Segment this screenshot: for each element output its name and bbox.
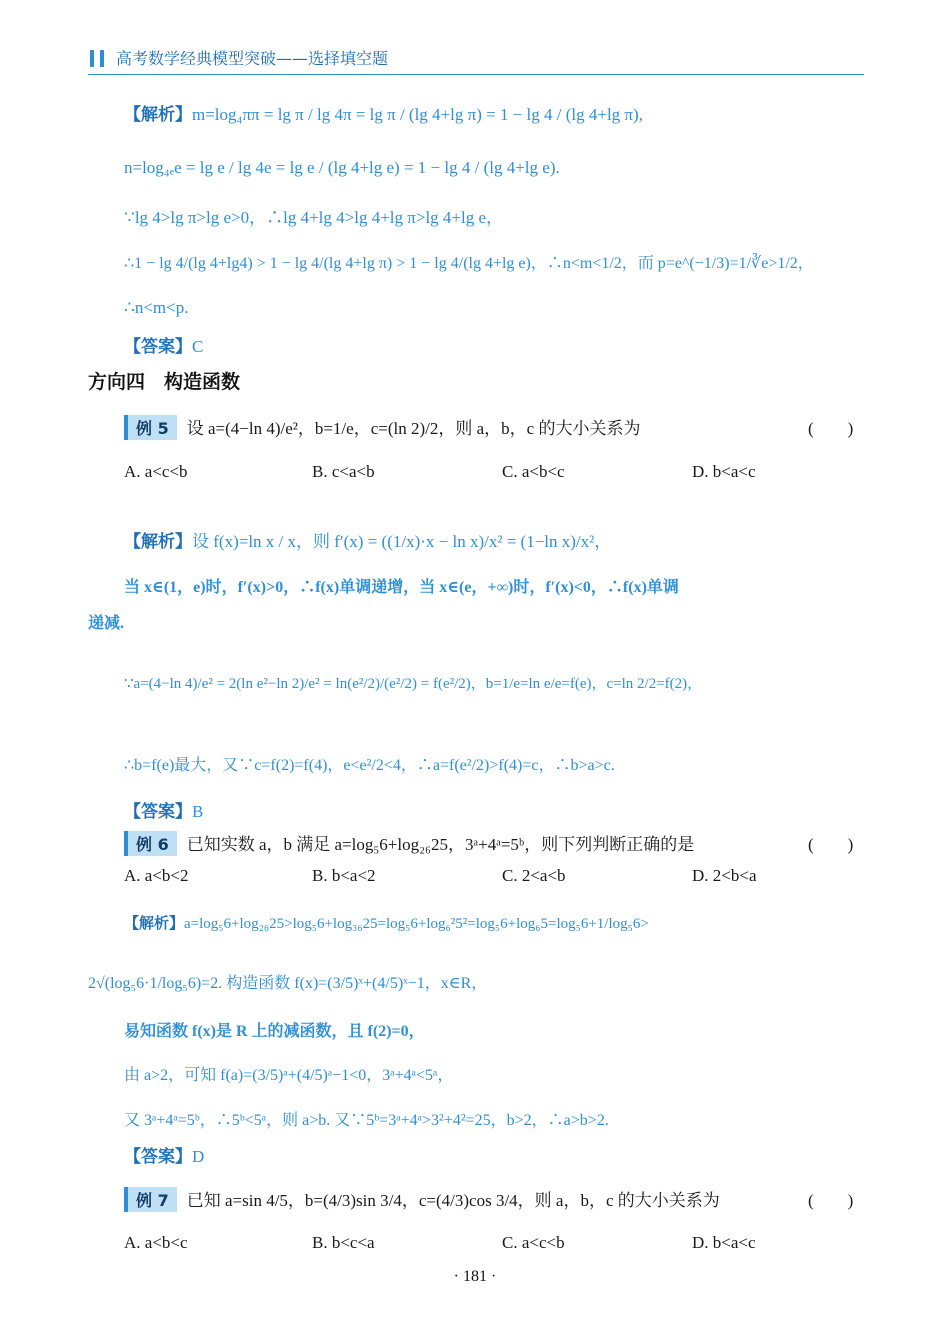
ex6-stem-line [124,830,694,856]
ex7-option-a[interactable]: A. a<b<c [124,1233,188,1252]
ex6-paren: ( ) [808,835,854,854]
ex6-option-c[interactable]: C. 2<a<b [502,866,566,885]
header-mark-2 [100,50,104,67]
sol4-line3: ∵lg 4>lg π>lg e>0，∴lg 4+lg 4>lg 4+lg π>lg 4+lg e， [124,208,504,227]
ex6-sol-line4: 由 a>2，可知 f(a)=(3/5)ᵃ+(4/5)ᵃ−1<0，3ᵃ+4ᵃ<5ᵃ， [124,1067,454,1084]
ex5-sol-line4: ∵a=(4−ln 4)/e² = 2(ln e²−ln 2)/e² = ln(e²/2)/(e²/2) = f(e²/2)，b=1/e=ln e/e=f(e)，c=ln 2/2=f(2)， [124,676,703,692]
page-number: · 181 · [453,1268,497,1285]
ex7-stem: 已知 a=sin 4/5，b=(4/3)sin 3/4，c=(4/3)cos 3/4，则 a，b，c 的大小关系为 [186,1191,720,1210]
ex5-stem: 设 a=(4−ln 4)/e²，b=1/e，c=(ln 2)/2，则 a，b，c 的大小关系为 [186,419,641,438]
ex5-badge: 例 5 [124,415,177,440]
ex5-option-d[interactable]: D. b<a<c [692,462,756,481]
ex6-badge: 例 6 [124,831,177,856]
sol4-line4: ∴1 − lg 4/(lg 4+lg4) > 1 − lg 4/(lg 4+lg π) > 1 − lg 4/(lg 4+lg e)，∴n<m<1/2，而 p=e^(−1/3)=1/∛e>1/2， [124,255,814,272]
sol4-answer [124,332,203,357]
ex6-sol-line5: 又 3ᵃ+4ᵃ=5ᵇ，∴5ᵇ<5ᵃ，则 a>b. 又∵5ᵇ=3ᵃ+4ᵃ>3²+4²=25，b>2，∴a>b>2. [124,1112,609,1129]
ex5-sol-line1 [124,527,611,552]
ex7-badge: 例 7 [124,1187,177,1212]
ex6-sol-line2: 2√(log₅6·1/log₅6)=2. 构造函数 f(x)=(3/5)ˣ+(4/5)ˣ−1，x∈R， [88,975,488,992]
ex6-sol-line1 [124,912,649,933]
ex5-option-b[interactable]: B. c<a<b [312,462,375,481]
sol4-ans: C [192,337,204,356]
ex6-sol-text1: a=log₅6+log₂₆25>log₅6+log₃₆25=log₅6+log₆²5²=log₅6+log₆5=log₅6+1/log₅6> [184,916,649,932]
sol4-text1: m=log₄ππ = lg π / lg 4π = lg π / (lg 4+lg π) = 1 − lg 4 / (lg 4+lg π), [192,105,643,124]
ex7-stem-line [124,1186,720,1212]
ex7-paren: ( ) [808,1191,854,1210]
header-mark [90,50,94,67]
ex7-option-c[interactable]: C. a<c<b [502,1233,565,1252]
sol4-line5: ∴n<m<p. [124,298,189,317]
ex6-sol-line3: 易知函数 f(x)是 R 上的减函数，且 f(2)=0， [124,1023,425,1040]
ex5-ans: B [192,802,204,821]
ex6-option-a[interactable]: A. a<b<2 [124,866,189,885]
header-bar [88,44,864,75]
ex5-paren: ( ) [808,419,854,438]
ex5-option-a[interactable]: A. a<c<b [124,462,188,481]
header-title: 高考数学经典模型突破——选择填空题 [116,49,389,68]
ex5-sol-line5: ∴b=f(e)最大，又∵c=f(2)=f(4)，e<e²/2<4，∴a=f(e²/2)>f(4)=c，∴b>a>c. [124,757,615,774]
ex6-ans: D [192,1147,205,1166]
ex7-option-d[interactable]: D. b<a<c [692,1233,756,1252]
ex5-sol-line3: 递减. [88,615,125,632]
sol4-line1 [124,100,643,125]
ex6-option-d[interactable]: D. 2<b<a [692,866,757,885]
ex5-stem-line [124,414,640,440]
ex5-ans-tag: 【答案】 [124,802,192,822]
ex6-ans-tag: 【答案】 [124,1147,192,1167]
ex6-stem: 已知实数 a，b 满足 a=log₅6+log₂₆25，3ᵃ+4ᵃ=5ᵇ，则下列判断正确的是 [186,835,695,854]
ex5-option-c[interactable]: C. a<b<c [502,462,565,481]
ex6-option-b[interactable]: B. b<a<2 [312,866,376,885]
ex7-option-b[interactable]: B. b<c<a [312,1233,375,1252]
sol4-ans-tag: 【答案】 [124,337,192,357]
ex5-sol-line2: 当 x∈(1，e)时，f′(x)>0，∴f(x)单调递增，当 x∈(e，+∞)时，f′(x)<0，∴f(x)单调 [124,579,679,596]
ex5-sol-tag: 【解析】 [124,532,192,552]
ex6-answer [124,1142,204,1167]
sol4-tag: 【解析】 [124,105,192,125]
ex6-sol-tag: 【解析】 [124,914,185,932]
ex5-sol-text1: 设 f(x)=ln x / x，则 f′(x) = ((1/x)·x − ln x)/x² = (1−ln x)/x²， [192,532,612,551]
sol4-line2: n=log₄ₑe = lg e / lg 4e = lg e / (lg 4+lg e) = 1 − lg 4 / (lg 4+lg e). [124,158,560,177]
ex5-answer [124,797,203,822]
section-title: 方向四 构造函数 [88,371,241,393]
